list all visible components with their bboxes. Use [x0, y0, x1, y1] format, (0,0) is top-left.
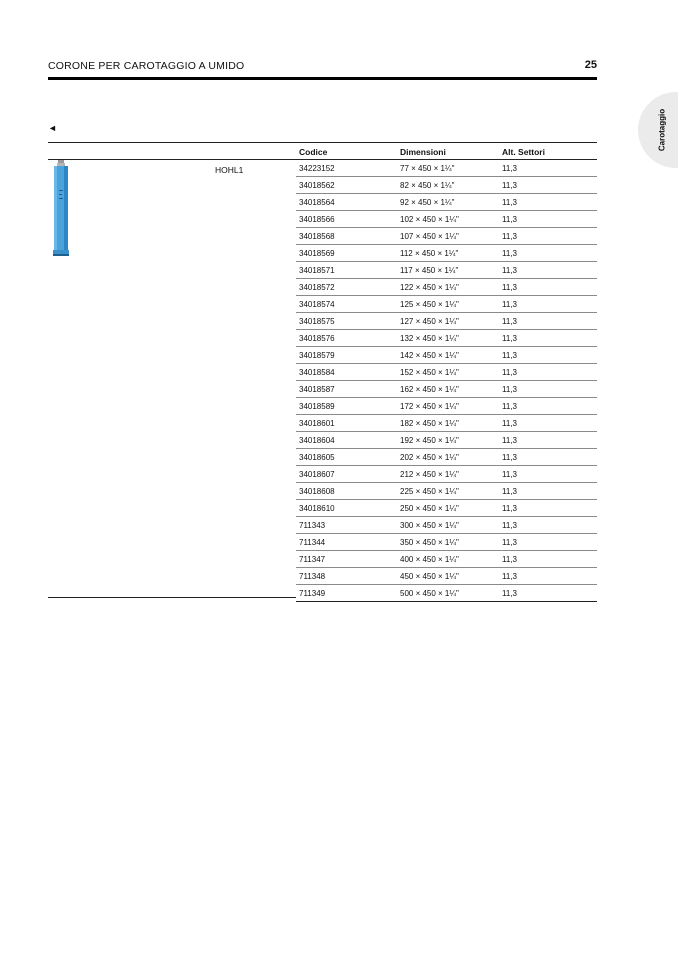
table-row [296, 262, 597, 279]
cell-dimensions: 125 × 450 × 1¼" [400, 300, 459, 309]
cell-segment-height: 11,3 [502, 164, 517, 173]
cell-segment-height: 11,3 [502, 385, 517, 394]
cell-segment-height: 11,3 [502, 198, 517, 207]
table-row [296, 194, 597, 211]
cell-code: 711349 [299, 589, 326, 598]
cell-code: 34018608 [299, 487, 335, 496]
cell-code: 711344 [299, 538, 326, 547]
cell-segment-height: 11,3 [502, 232, 517, 241]
cell-segment-height: 11,3 [502, 589, 517, 598]
cell-dimensions: 400 × 450 × 1¼" [400, 555, 459, 564]
cell-dimensions: 500 × 450 × 1¼" [400, 589, 459, 598]
cell-segment-height: 11,3 [502, 470, 517, 479]
table-row [296, 228, 597, 245]
cell-dimensions: 350 × 450 × 1¼" [400, 538, 459, 547]
cell-dimensions: 250 × 450 × 1¼" [400, 504, 459, 513]
cell-code: 711347 [299, 555, 326, 564]
cell-code: 34018601 [299, 419, 335, 428]
cell-code: 34018604 [299, 436, 335, 445]
cell-segment-height: 11,3 [502, 538, 517, 547]
table-row [296, 500, 597, 517]
cell-dimensions: 102 × 450 × 1¼" [400, 215, 459, 224]
cell-dimensions: 172 × 450 × 1¼" [400, 402, 459, 411]
table-row [296, 517, 597, 534]
cell-segment-height: 11,3 [502, 402, 517, 411]
cell-dimensions: 202 × 450 × 1¼" [400, 453, 459, 462]
cell-segment-height: 11,3 [502, 283, 517, 292]
table-row [296, 585, 597, 602]
cell-code: 34018569 [299, 249, 335, 258]
table-row [296, 415, 597, 432]
cell-code: 34018589 [299, 402, 335, 411]
table-row [296, 432, 597, 449]
cell-segment-height: 11,3 [502, 504, 517, 513]
table-row [296, 296, 597, 313]
table-row [296, 398, 597, 415]
table-row [296, 245, 597, 262]
cell-code: 34018605 [299, 453, 335, 462]
back-arrow-icon[interactable]: ◄ [48, 123, 57, 133]
cell-segment-height: 11,3 [502, 419, 517, 428]
cell-dimensions: 192 × 450 × 1¼" [400, 436, 459, 445]
header-title: CORONE PER CAROTAGGIO A UMIDO [48, 60, 245, 72]
cell-code: 34018587 [299, 385, 335, 394]
table-row [296, 177, 597, 194]
cell-segment-height: 11,3 [502, 215, 517, 224]
cell-code: 711348 [299, 572, 326, 581]
cell-code: 34018564 [299, 198, 335, 207]
table-row [296, 364, 597, 381]
cell-segment-height: 11,3 [502, 351, 517, 360]
cell-dimensions: 77 × 450 × 1¼" [400, 164, 455, 173]
cell-code: 34018607 [299, 470, 335, 479]
cell-dimensions: 127 × 450 × 1¼" [400, 317, 459, 326]
table-row [296, 313, 597, 330]
cell-dimensions: 122 × 450 × 1¼" [400, 283, 459, 292]
cell-code: 34018571 [299, 266, 335, 275]
table-row [296, 211, 597, 228]
cell-dimensions: 117 × 450 × 1¼" [400, 266, 459, 275]
column-header-segment-height: Alt. Settori [502, 147, 545, 157]
cell-segment-height: 11,3 [502, 249, 517, 258]
table-row [296, 568, 597, 585]
cell-dimensions: 152 × 450 × 1¼" [400, 368, 459, 377]
page-header [48, 60, 597, 76]
product-name: HOHL1 [215, 165, 244, 175]
cell-dimensions: 162 × 450 × 1¼" [400, 385, 459, 394]
table-row [296, 381, 597, 398]
cell-code: 711343 [299, 521, 326, 530]
cell-code: 34018579 [299, 351, 335, 360]
cell-segment-height: 11,3 [502, 487, 517, 496]
cell-segment-height: 11,3 [502, 266, 517, 275]
cell-code: 34018574 [299, 300, 335, 309]
cell-code: 34018584 [299, 368, 335, 377]
cell-dimensions: 182 × 450 × 1¼" [400, 419, 459, 428]
cell-segment-height: 11,3 [502, 334, 517, 343]
cell-code: 34018576 [299, 334, 335, 343]
cell-segment-height: 11,3 [502, 572, 517, 581]
cell-code: 34018568 [299, 232, 335, 241]
cell-segment-height: 11,3 [502, 555, 517, 564]
table-bottom-rule [48, 597, 296, 598]
cell-dimensions: 142 × 450 × 1¼" [400, 351, 459, 360]
table-body [296, 160, 597, 602]
cell-segment-height: 11,3 [502, 368, 517, 377]
cell-segment-height: 11,3 [502, 521, 517, 530]
cell-dimensions: 300 × 450 × 1¼" [400, 521, 459, 530]
cell-dimensions: 82 × 450 × 1¼" [400, 181, 455, 190]
cell-segment-height: 11,3 [502, 181, 517, 190]
page-number: 25 [584, 59, 597, 71]
table-row [296, 160, 597, 177]
cell-dimensions: 212 × 450 × 1¼" [400, 470, 459, 479]
cell-dimensions: 132 × 450 × 1¼" [400, 334, 459, 343]
table-row [296, 449, 597, 466]
cell-code: 34018566 [299, 215, 335, 224]
table-row [296, 466, 597, 483]
cell-segment-height: 11,3 [502, 300, 517, 309]
table-row [296, 330, 597, 347]
cell-segment-height: 11,3 [502, 453, 517, 462]
column-header-code: Codice [299, 147, 328, 157]
cell-dimensions: 450 × 450 × 1¼" [400, 572, 459, 581]
column-header-dimensions: Dimensioni [400, 147, 446, 157]
header-rule [48, 77, 597, 80]
cell-code: 34018575 [299, 317, 335, 326]
table-row [296, 483, 597, 500]
cell-code: 34018610 [299, 504, 335, 513]
cell-dimensions: 107 × 450 × 1¼" [400, 232, 459, 241]
table-header [48, 143, 597, 160]
core-drill-bit-icon [52, 160, 70, 256]
cell-dimensions: 225 × 450 × 1¼" [400, 487, 459, 496]
side-tab-label[interactable]: Carotaggio [657, 108, 667, 152]
cell-dimensions: 112 × 450 × 1¼" [400, 249, 459, 258]
cell-segment-height: 11,3 [502, 317, 517, 326]
table-row [296, 347, 597, 364]
cell-code: 34223152 [299, 164, 335, 173]
cell-dimensions: 92 × 450 × 1¼" [400, 198, 455, 207]
table-row [296, 534, 597, 551]
cell-code: 34018562 [299, 181, 335, 190]
table-row [296, 279, 597, 296]
table-row [296, 551, 597, 568]
cell-segment-height: 11,3 [502, 436, 517, 445]
cell-code: 34018572 [299, 283, 335, 292]
